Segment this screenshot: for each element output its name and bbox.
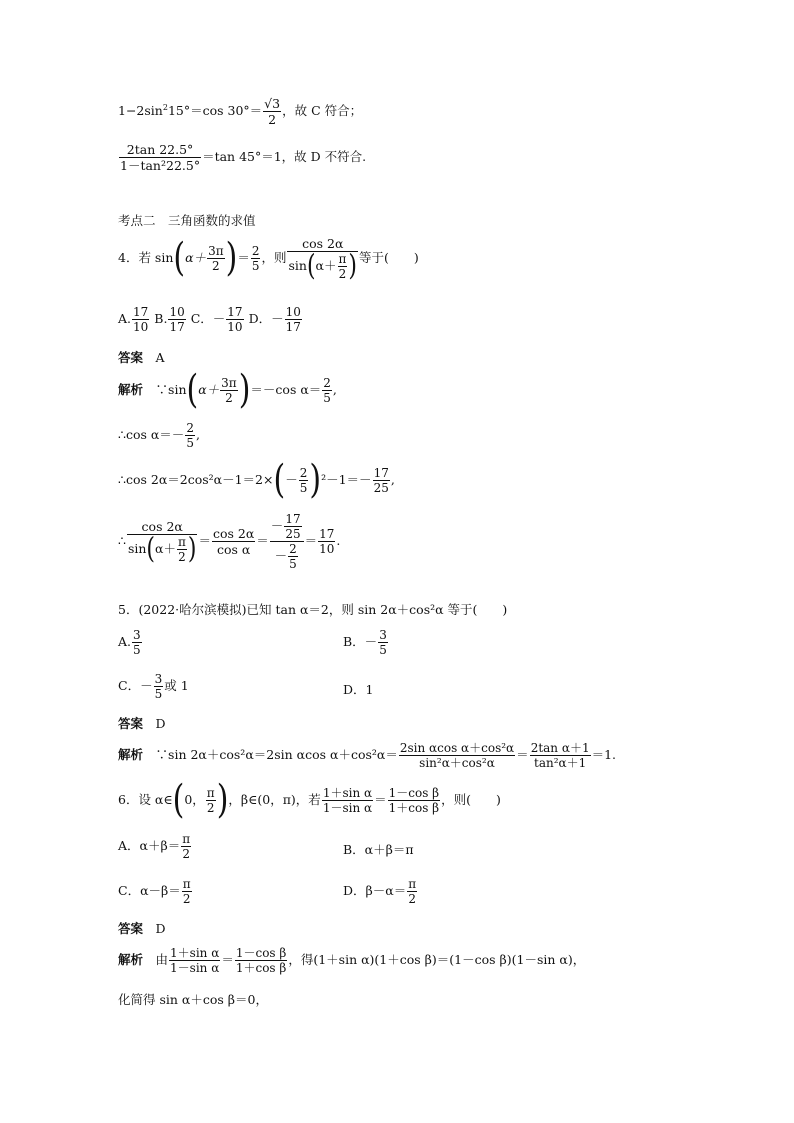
option-c: C．－ $\frac{17}{10}$ <box>190 305 243 334</box>
question-6-option-d: D．β－α＝ $\frac{\pi}{2}$ <box>343 877 417 906</box>
question-6-stem: 6．设 α∈(0， $\frac{\pi}{2}$ )，β∈(0，π)，若 $\frac{\text{1＋sin α}}{\text{1－sin α}}$ ＝ $\frac{\text{1－cos β}}{\text{1＋cos β}}$ ，则( ) <box>118 777 501 823</box>
option-d: D．－ $\frac{10}{17}$ <box>248 305 301 334</box>
option-a: A. $\frac{17}{10}$ <box>118 305 149 334</box>
question-6-solution-1: 解析 由 $\frac{\text{1＋sin α}}{\text{1－sin α}}$ ＝ $\frac{\text{1－cos β}}{\text{1＋cos β}}$ ，得(1＋sin α)(1＋cos β)＝(1－cos β)(1－sin α)， <box>118 946 586 975</box>
question-5-solution: 解析 ∵sin 2α＋cos²α＝2sin αcos α＋cos²α＝ $\frac{\text{2sin αcos α＋cos²α}}{\text{sin²α＋cos²α}}$ ＝ $\frac{\text{2tan α＋1}}{\text{tan²α＋1}}$ ＝1. <box>118 741 617 770</box>
question-4-solution-1: 解析 ∵sin(α＋ $\frac{3\pi}{2}$ )＝－cos α＝ $\frac{2}{5}$ , <box>118 367 337 413</box>
question-4-solution-2: ∴cos α＝－ $\frac{2}{5}$ , <box>118 421 200 450</box>
question-6-answer: 答案 D <box>118 921 166 936</box>
question-4-solution-4: ∴ cos 2α sin(α＋ $\frac{\pi}{2}$ ) ＝ $\frac{\cos 2\alpha}{\text{cos α}}$ ＝ － $\frac{17}{25}$ － $\frac{2}{5}$ ＝ $\frac{17}{10}$ . <box>118 512 341 571</box>
question-6-option-b: B．α＋β＝π <box>343 842 414 857</box>
question-5-option-d: D．1 <box>343 682 374 697</box>
section-title: 考点二 三角函数的求值 <box>118 213 256 228</box>
question-4-answer: 答案 A <box>118 350 165 365</box>
question-5-option-b: B．－ $\frac{3}{5}$ <box>343 628 387 657</box>
question-4-stem: 4．若 sin(α＋ $\frac{3\pi}{2}$ )＝ $\frac{2}{5}$ ，则 cos 2α sin(α＋ $\frac{\pi}{2}$ ) 等于( ) <box>118 235 419 283</box>
question-6-option-a: A．α＋β＝ $\frac{\pi}{2}$ <box>118 832 191 861</box>
question-6-solution-2: 化简得 sin α＋cos β＝0， <box>118 992 268 1007</box>
solution-line-c: $1-2\sin^215^\circ=\cos$ 30°＝ $\frac{√3}{2}$ ，故 C 符合； <box>118 96 363 127</box>
question-4-options <box>118 305 303 334</box>
question-5-option-a: A. $\frac{3}{5}$ <box>118 628 141 657</box>
solution-line-d: $\frac{2\tan 22.5^\circ}{\text{1－tan²22.5°}}$ ＝tan 45°＝1，故 D 不符合. <box>120 142 367 173</box>
question-5-option-c: C．－ $\frac{3}{5}$ 或 1 <box>118 672 189 701</box>
question-4-solution-3: ∴cos 2α＝2cos²α－1＝2×(－ $\frac{2}{5}$ )²－1＝－ $\frac{17}{25}$ , <box>118 457 395 503</box>
question-5-stem: 5．(2022·哈尔滨模拟)已知 tan α＝2，则 sin 2α＋cos²α 等于( ) <box>118 602 508 617</box>
question-5-answer: 答案 D <box>118 716 166 731</box>
option-b: B. $\frac{10}{17}$ <box>154 305 185 334</box>
question-6-option-c: C．α－β＝ $\frac{\pi}{2}$ <box>118 877 191 906</box>
